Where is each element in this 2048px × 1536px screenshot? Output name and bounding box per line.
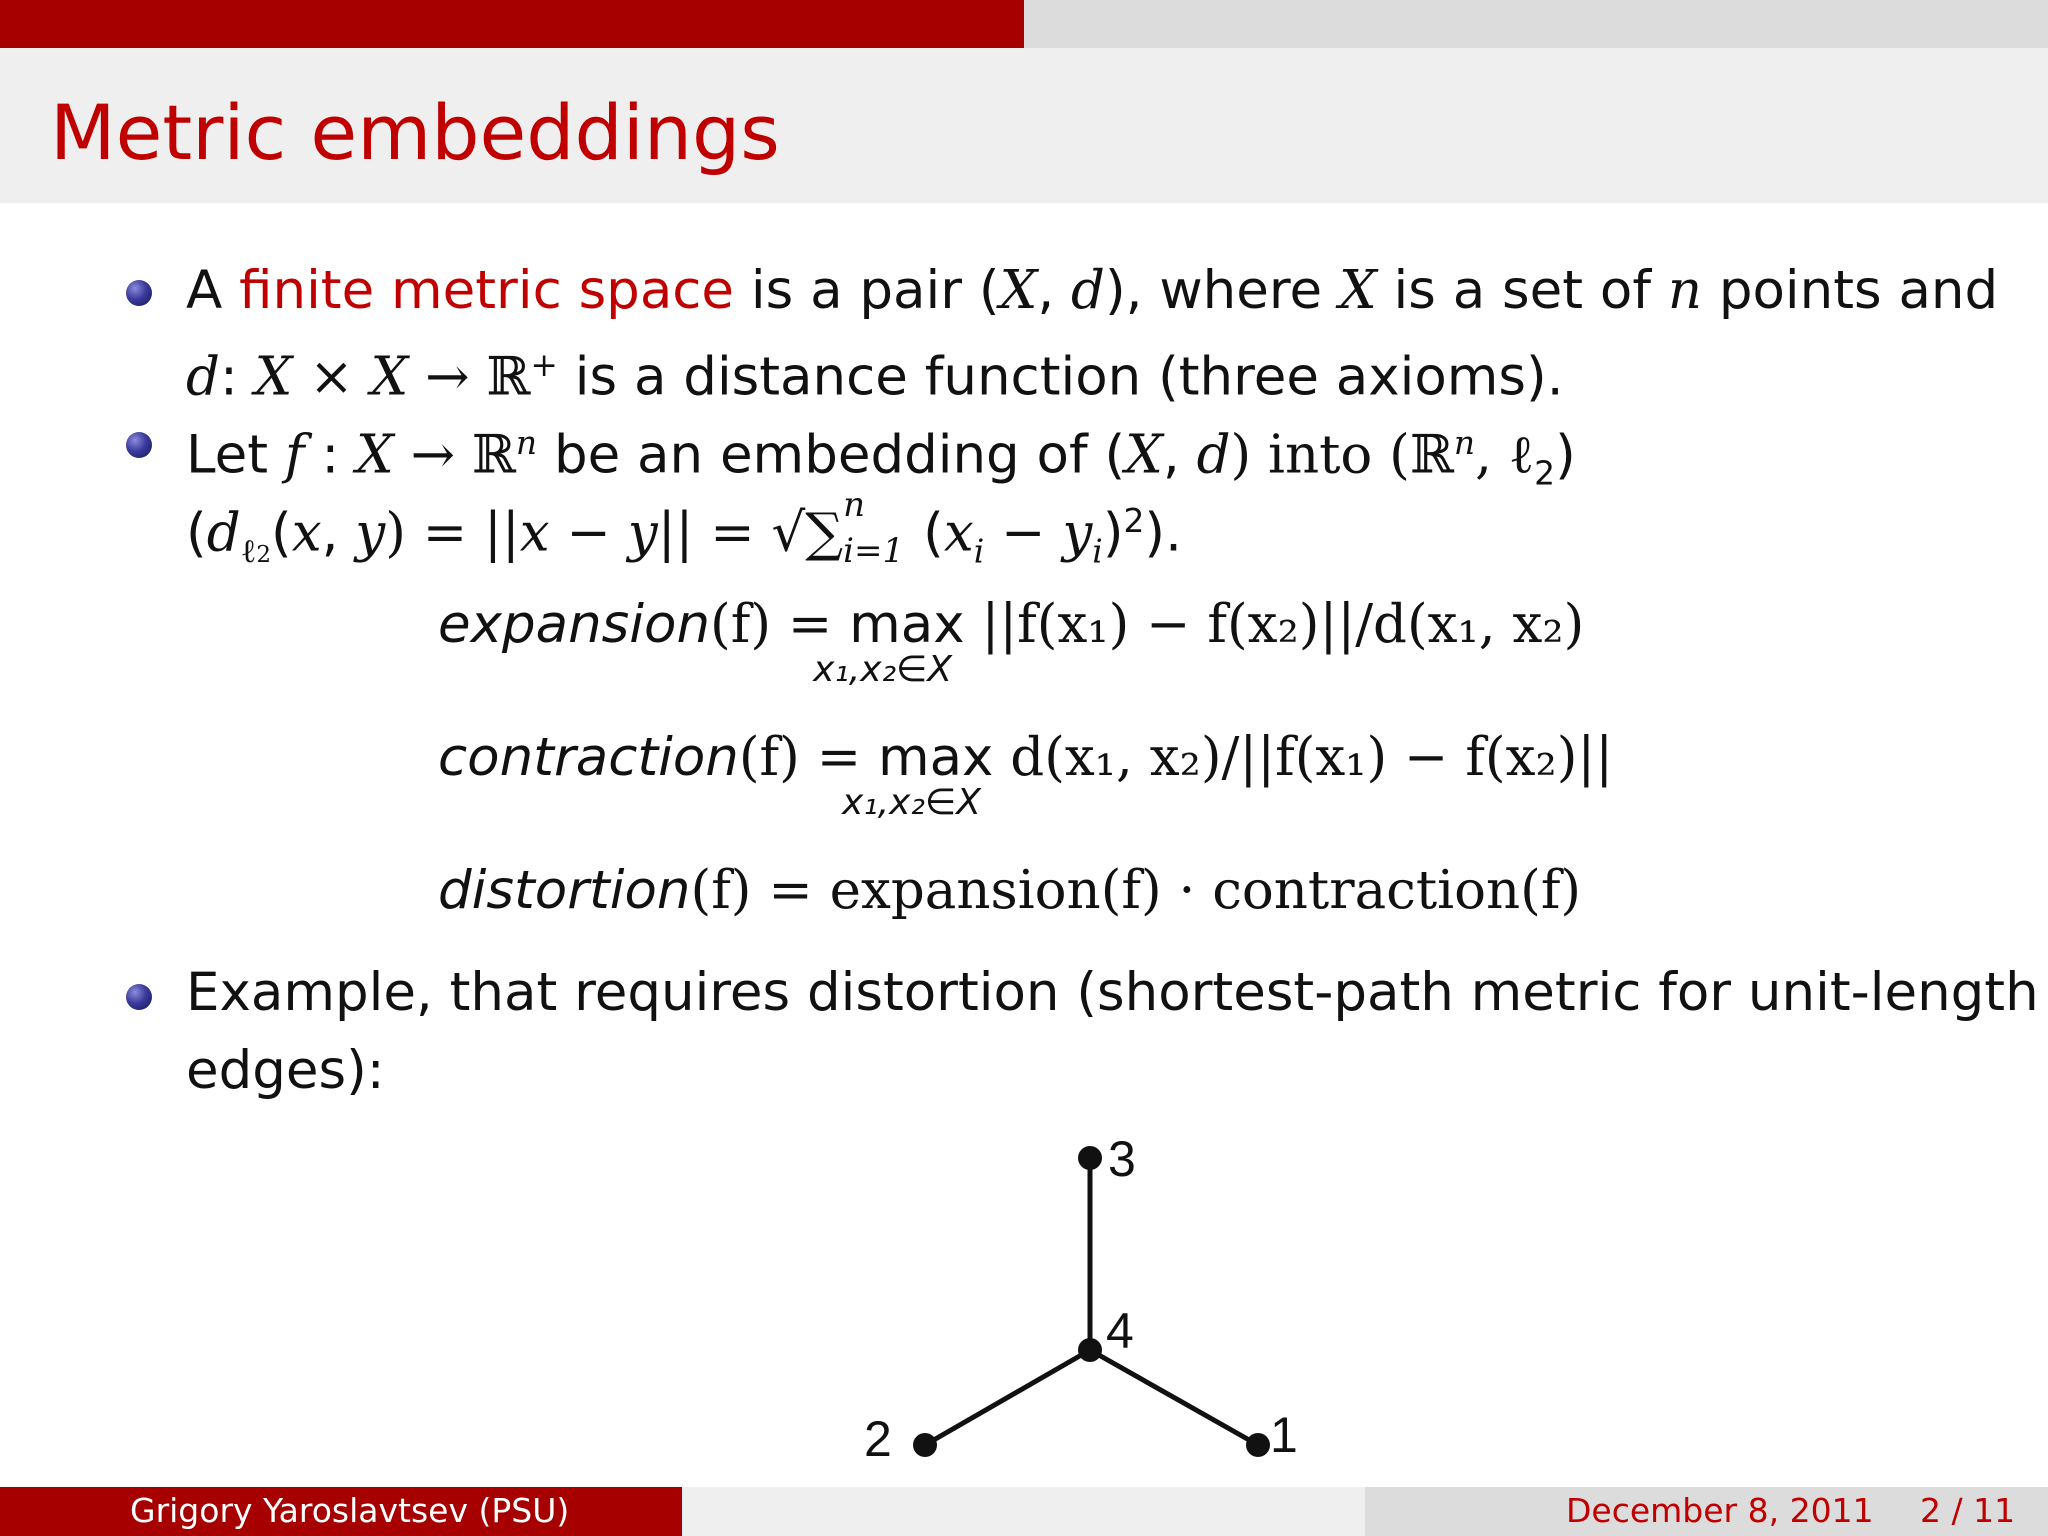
progress-bar-track bbox=[1024, 0, 2048, 48]
bullet-3-line-1: Example, that requires distortion (shortest-path metric for unit-length bbox=[186, 962, 2039, 1023]
sum-symbol: ∑ bbox=[805, 502, 844, 564]
slide-title: Metric embeddings bbox=[50, 88, 780, 177]
node-label-2: 2 bbox=[864, 1411, 892, 1467]
bullet-1-line-2: d: X × X → ℝ+ is a distance function (three axioms). bbox=[186, 345, 1564, 408]
graph-node-2 bbox=[913, 1433, 937, 1457]
graph-node-1 bbox=[1246, 1433, 1270, 1457]
bullet-2-line-1: Let f : X → ℝ$^n$ be an embedding of (X, d) into (ℝ$^n$, ℓ$_2$) bbox=[186, 423, 1576, 493]
graph-node-4 bbox=[1078, 1338, 1102, 1362]
max-operator: max bbox=[849, 594, 965, 655]
bullet-2-line-2: ($d_{\ell 2}(x$, y) = ||x − y|| = √∑ n i=1 $(x_i - y_i)^2$). bbox=[186, 485, 1182, 571]
bullet-1-line-1: A finite metric space is a pair (X, d), where X is a set of n points and bbox=[186, 260, 1999, 321]
formula-contraction: contraction(f) = max x₁,x₂∈X d(x₁, x₂)/||f(x₁) − f(x₂)|| bbox=[438, 727, 1614, 823]
graph-node-3 bbox=[1078, 1146, 1102, 1170]
bullet-icon bbox=[126, 280, 152, 306]
bullet-icon bbox=[126, 984, 152, 1010]
node-label-4: 4 bbox=[1106, 1303, 1134, 1359]
term-finite-metric-space: finite metric space bbox=[239, 260, 735, 321]
max-operator: max bbox=[877, 727, 994, 788]
progress-bar-filled bbox=[0, 0, 1024, 48]
node-label-3: 3 bbox=[1108, 1131, 1136, 1187]
footer-author: Grigory Yaroslavtsev (PSU) bbox=[130, 1491, 570, 1530]
formula-expansion: expansion(f) = max x₁,x₂∈X ||f(x₁) − f(x₂)||/d(x₁, x₂) bbox=[438, 594, 1585, 690]
node-label-1: 1 bbox=[1270, 1407, 1298, 1463]
star-graph-diagram bbox=[820, 1120, 1300, 1480]
footer-date: December 8, 2011 bbox=[1566, 1491, 1874, 1530]
bullet-3-line-2: edges): bbox=[186, 1040, 385, 1101]
footer-title-bar bbox=[682, 1487, 1365, 1536]
bullet-icon bbox=[126, 432, 152, 458]
footer-page-number: 2 / 11 bbox=[1920, 1491, 2016, 1530]
edge-4-1 bbox=[1090, 1350, 1258, 1445]
edge-4-2 bbox=[925, 1350, 1090, 1445]
formula-distortion: distortion(f) = expansion(f) · contraction(f) bbox=[438, 860, 1582, 921]
